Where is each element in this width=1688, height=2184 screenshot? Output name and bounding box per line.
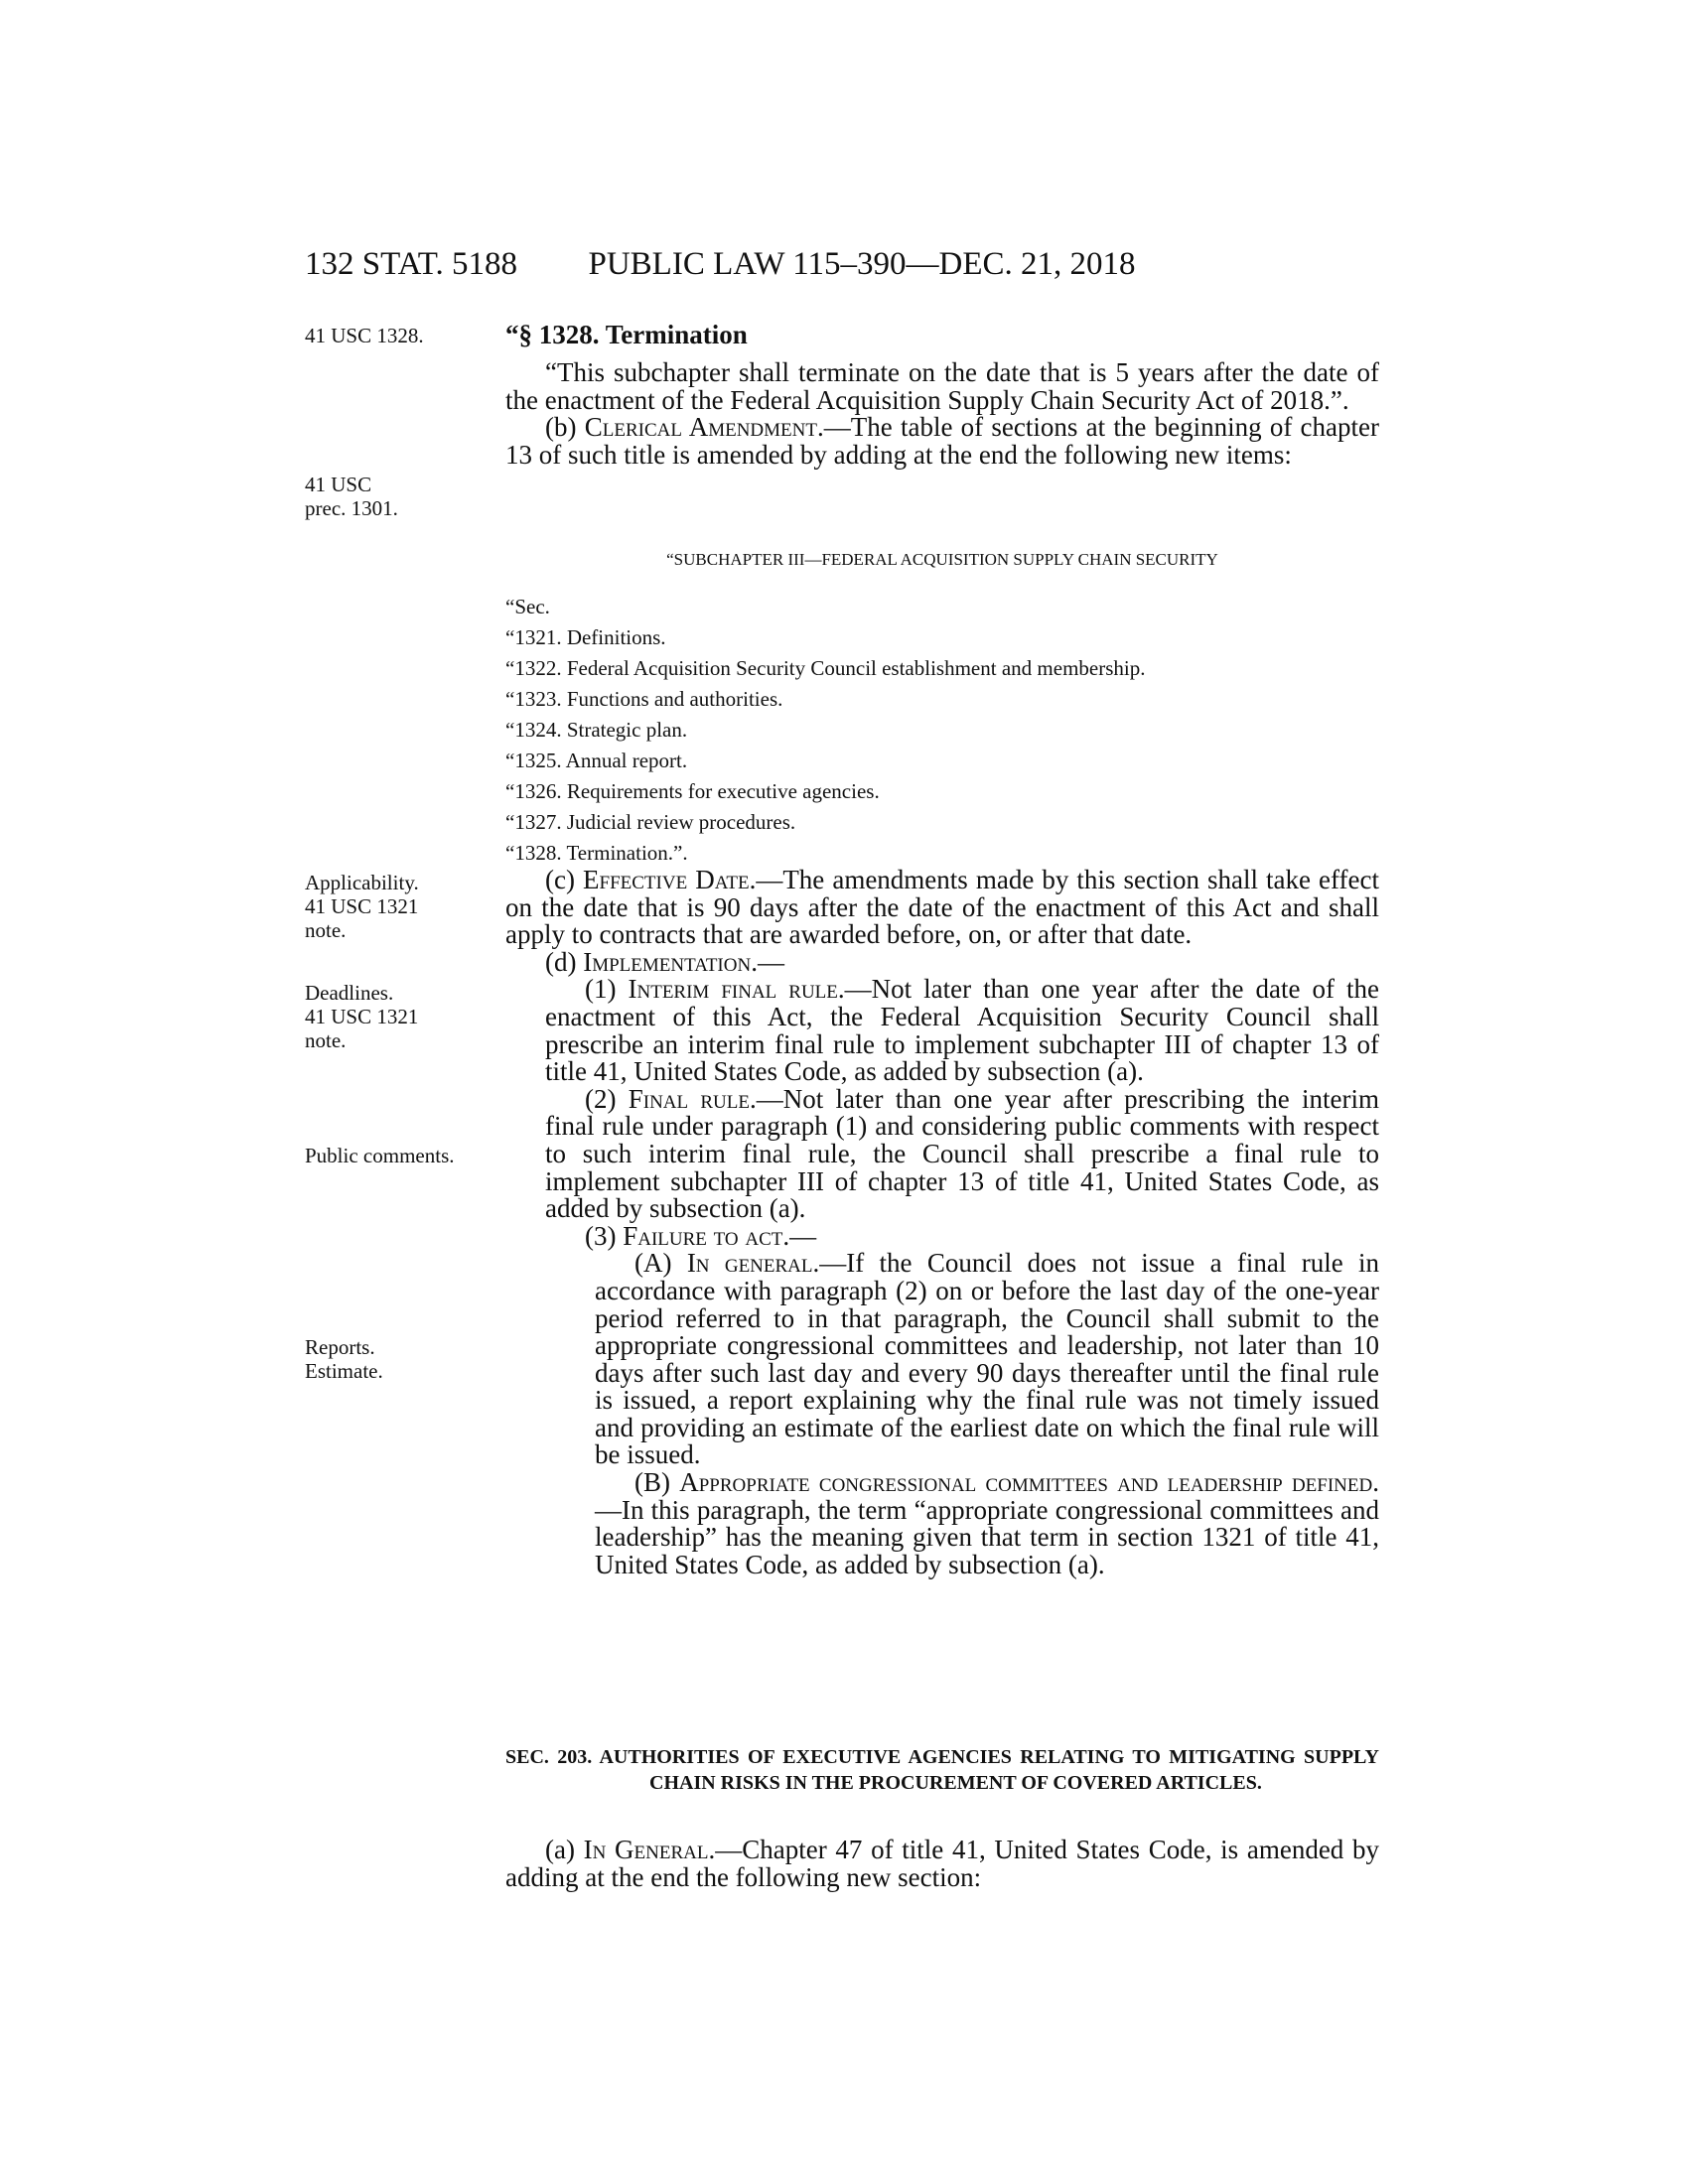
sec-203-in-general-paragraph (505, 1837, 1379, 1891)
para-heading: Implementation (583, 946, 752, 977)
margin-note-line: 41 USC 1321 (305, 1005, 419, 1028)
sec-203-heading (505, 1745, 1379, 1796)
clerical-amendment-paragraph (505, 414, 1379, 469)
para-heading: In General (583, 1835, 709, 1864)
para-label: (1) (585, 974, 629, 1005)
implementation-paragraphs (505, 976, 1379, 1578)
para-label: (b) (545, 412, 585, 443)
para-heading: Final rule (628, 1083, 750, 1114)
para-text: .—If the Council does not issue a final rule in accordance with paragraph (2) on or before the last day of the one-year period referred to in that paragraph, the Council shall submit to the appropriate congressional committees and leadership, not later than 10 days after such last day and every 90 days thereafter until the final rule is issued, a report explaining why the final rule was not timely issued and providing an estimate of the earliest date on which the final rule will be issued. (595, 1248, 1379, 1470)
margin-note-line: prec. 1301. (305, 496, 398, 520)
subchapter-title: “SUBCHAPTER III—FEDERAL ACQUISITION SUPPLY CHAIN SECURITY (666, 550, 1218, 569)
para-text: .—Not later than one year after the date of the enactment of this Act, the Federal Acquisition Security Council shall prescribe an interim final rule to implement subchapter III of chapter 13 of title 41, United States Code, as added by subsection (a). (545, 974, 1379, 1087)
sec-203-heading-text: SEC. 203. AUTHORITIES OF EXECUTIVE AGENCIES RELATING TO MITIGATING SUPPLY CHAIN RISKS IN THE PROCUREMENT OF COVERED ARTICLES. (505, 1746, 1379, 1794)
para-heading: Interim final rule (628, 974, 838, 1005)
para-heading: In general (686, 1248, 813, 1279)
toc-item: “1327. Judicial review procedures. (505, 810, 796, 834)
section-1328-body (505, 359, 1379, 469)
table-of-sections (505, 592, 1379, 869)
final-rule-paragraph (545, 1083, 1379, 1224)
margin-note-line: Deadlines. (305, 981, 394, 1005)
para-label: (2) (585, 1083, 629, 1114)
toc-item: “1325. Annual report. (505, 749, 688, 772)
para-label: (c) (545, 865, 584, 894)
section-1328-heading: “§ 1328. Termination (505, 320, 748, 349)
para-suffix: .— (751, 946, 784, 977)
margin-note-usc-prec (305, 473, 484, 520)
toc-item: “1328. Termination.”. (505, 841, 688, 865)
public-law-title: PUBLIC LAW 115–390—DEC. 21, 2018 (588, 246, 1136, 282)
section-1328-text: “This subchapter shall terminate on the date that is 5 years after the date of the enactment of the Federal Acquisition Supply Chain Security Act of 2018.”. (505, 357, 1379, 415)
failure-to-act-subparagraphs (545, 1250, 1379, 1578)
effective-date-and-implementation (505, 867, 1379, 1578)
margin-note-applicability (305, 871, 484, 942)
para-label: (3) (585, 1220, 624, 1251)
para-label: (a) (545, 1835, 584, 1864)
para-text: .—The table of sections at the beginning of chapter 13 of such title is amended by adding at the end the following new items: (505, 412, 1380, 470)
para-heading: Appropriate congressional committees and leadership defined (679, 1467, 1373, 1498)
implementation-heading (505, 946, 1379, 977)
margin-note-line: note. (305, 918, 347, 942)
margin-note-line: Applicability. (305, 871, 419, 894)
para-label: (A) (634, 1248, 687, 1279)
definition-subparagraph (595, 1469, 1379, 1578)
margin-note-line: note. (305, 1028, 347, 1052)
margin-note-usc-1328: 41 USC 1328. (305, 324, 424, 347)
margin-note-line: Reports. (305, 1335, 375, 1359)
para-text: .—Not later than one year after prescribing the interim final rule under paragraph (1) and considering public comments with respect to such interim final rule, the Council shall prescribe a final rule to implement subchapter III of chapter 13 of title 41, United States Code, as added by subsection (a). (545, 1083, 1379, 1224)
para-heading: Clerical Amendment (584, 412, 817, 443)
stat-page-number: 132 STAT. 5188 (305, 246, 518, 282)
para-text: .—Chapter 47 of title 41, United States Code, is amended by adding at the end the following new section: (505, 1835, 1379, 1892)
para-text: .—The amendments made by this section shall take effect on the date that is 90 days after the date of the enactment of this Act and shall apply to contracts that are awarded before, on, or after that date. (505, 865, 1379, 950)
para-label: (B) (634, 1467, 680, 1498)
toc-item: “1326. Requirements for executive agencies. (505, 779, 880, 803)
page-header (305, 246, 1220, 286)
margin-note-line: 41 USC (305, 473, 372, 496)
toc-item: “1323. Functions and authorities. (505, 687, 783, 711)
sec-203-body (505, 1837, 1379, 1891)
toc-item: “1324. Strategic plan. (505, 718, 688, 742)
in-general-subparagraph (595, 1250, 1379, 1469)
margin-note-deadlines (305, 981, 484, 1052)
para-text: .—In this paragraph, the term “appropriate congressional committees and leadership” has the meaning given that term in section 1321 of title 41, United States Code, as added by subsection (a). (595, 1467, 1379, 1579)
toc-item: “1322. Federal Acquisition Security Council establishment and membership. (505, 656, 1146, 680)
toc-item: “Sec. (505, 595, 550, 618)
margin-note-line: 41 USC 1321 (305, 894, 419, 918)
para-heading: Effective Date (583, 865, 750, 894)
effective-date-paragraph (505, 867, 1379, 949)
margin-note-line: Estimate. (305, 1359, 383, 1383)
toc-item: “1321. Definitions. (505, 625, 666, 649)
failure-to-act-heading (545, 1220, 1379, 1251)
interim-final-rule-paragraph (545, 976, 1379, 1085)
para-label: (d) (545, 946, 584, 977)
margin-note-reports (305, 1335, 484, 1383)
para-suffix: .— (782, 1220, 817, 1251)
para-heading: Failure to act (623, 1220, 783, 1251)
margin-note-public-comments: Public comments. (305, 1144, 455, 1167)
